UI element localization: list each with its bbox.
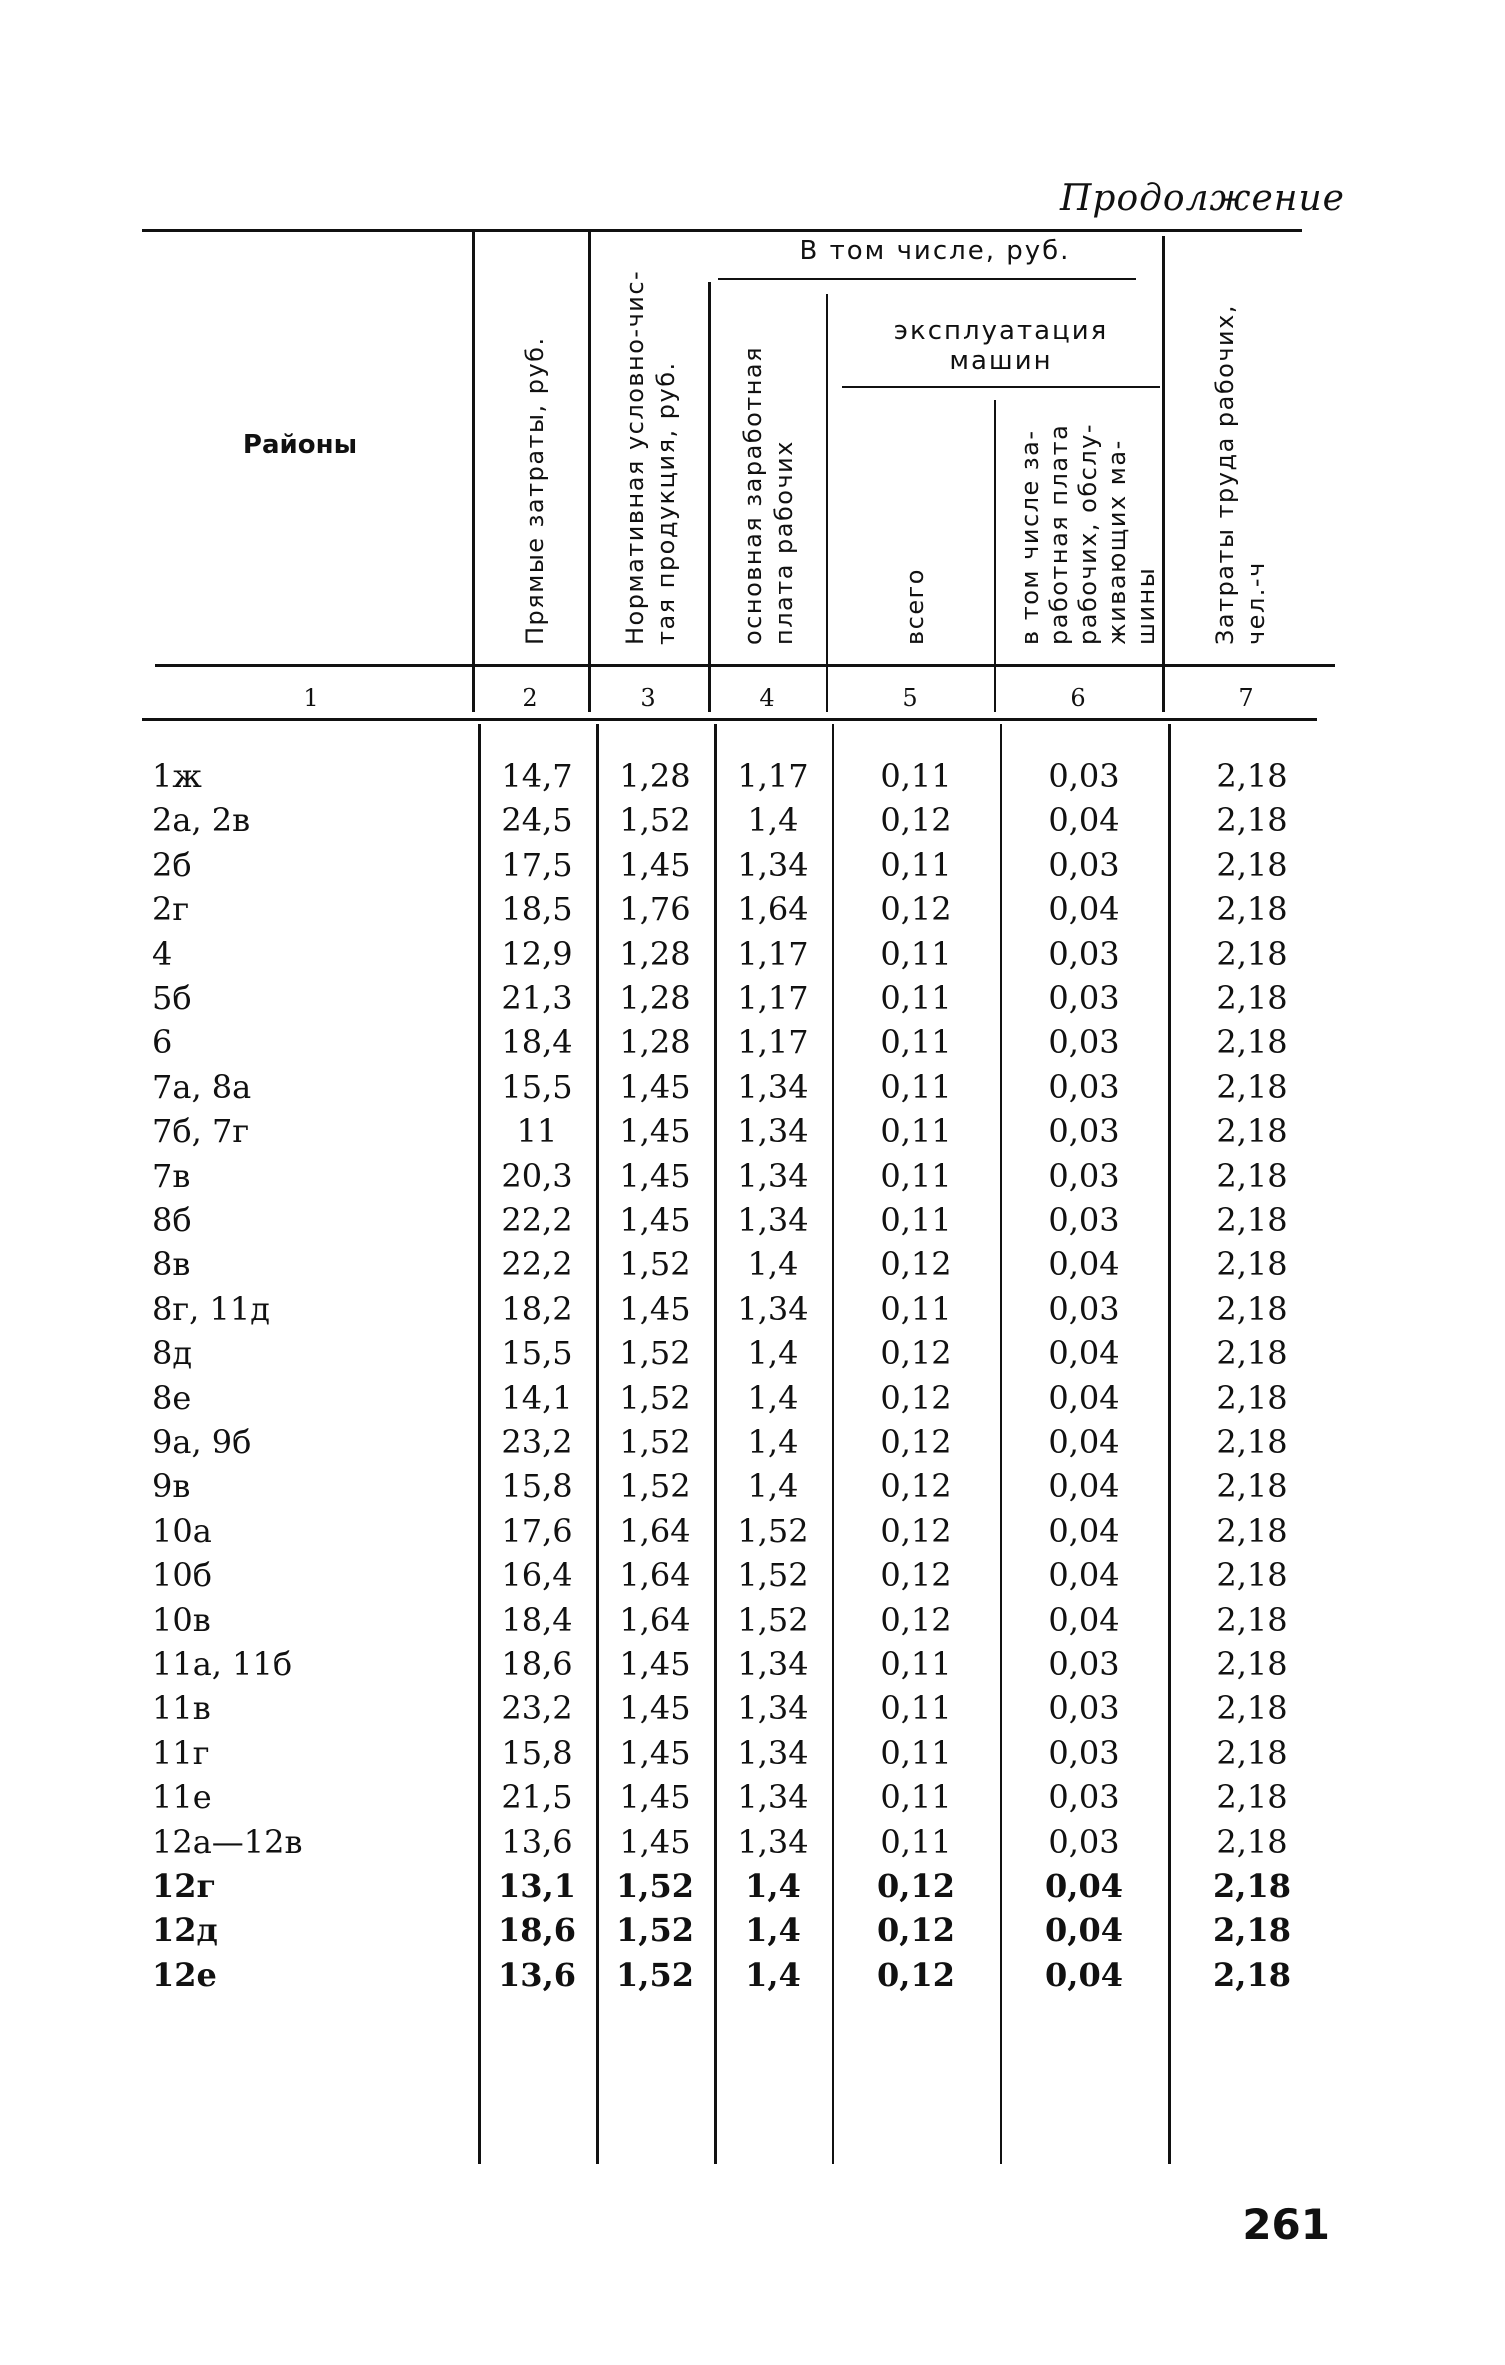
normative-product-cell: 1,45: [619, 845, 691, 884]
header-machine-operation: эксплуатация машин: [893, 316, 1109, 376]
labor-costs-cell: 2,18: [1216, 1156, 1288, 1195]
machines-total-cell: 0,12: [880, 801, 952, 840]
base-wage-cell: 1,34: [737, 1289, 809, 1328]
direct-costs-cell: 18,4: [501, 1023, 573, 1062]
table-row: [0, 1376, 1505, 1420]
region-cell: 10а: [152, 1511, 212, 1550]
direct-costs-cell: 13,6: [501, 1822, 573, 1861]
base-wage-cell: 1,64: [737, 890, 809, 929]
col-divider-3: [708, 282, 711, 712]
column-number-1: 1: [303, 684, 319, 712]
direct-costs-cell: 16,4: [501, 1556, 573, 1595]
region-cell: 9а, 9б: [152, 1423, 252, 1461]
normative-product-cell: 1,45: [619, 1112, 691, 1151]
labor-costs-cell: 2,18: [1216, 1201, 1288, 1239]
base-wage-cell: 1,4: [747, 801, 799, 840]
continuation-label: Продолжение: [1060, 178, 1345, 219]
machines-wage-cell: 0,04: [1048, 1511, 1120, 1550]
machines-wage-cell: 0,03: [1048, 1778, 1120, 1817]
table-row: [0, 1953, 1505, 1997]
machines-wage-cell: 0,04: [1045, 1955, 1123, 1994]
machines-wage-cell: 0,04: [1045, 1911, 1123, 1950]
region-cell: 11а, 11б: [152, 1645, 293, 1683]
machines-wage-cell: 0,03: [1048, 1645, 1120, 1683]
header-including-rub: В том числе, руб.: [799, 236, 1071, 266]
normative-product-cell: 1,45: [619, 1689, 691, 1728]
labor-costs-cell: 2,18: [1216, 1067, 1288, 1106]
base-wage-cell: 1,17: [737, 757, 809, 795]
table-row: [0, 1553, 1505, 1597]
header-incl-wage-machines: в том числе за- работная плата рабочих, обслу- живающих ма- шины: [1016, 422, 1160, 645]
direct-costs-cell: 14,7: [501, 757, 573, 795]
machines-wage-cell: 0,03: [1048, 1112, 1120, 1151]
normative-product-cell: 1,28: [619, 979, 691, 1017]
table-row: [0, 1775, 1505, 1819]
col-divider-6: [1162, 236, 1165, 712]
direct-costs-cell: 15,8: [501, 1733, 573, 1772]
header-rule-including: [718, 278, 1136, 280]
direct-costs-cell: 22,2: [501, 1245, 573, 1284]
header-bottom-rule: [155, 664, 1335, 667]
labor-costs-cell: 2,18: [1216, 1023, 1288, 1062]
base-wage-cell: 1,34: [737, 1067, 809, 1106]
direct-costs-cell: 15,5: [501, 1334, 573, 1373]
normative-product-cell: 1,64: [619, 1556, 691, 1595]
region-cell: 2б: [152, 845, 192, 884]
normative-product-cell: 1,45: [619, 1645, 691, 1683]
machines-wage-cell: 0,03: [1048, 1689, 1120, 1728]
machines-total-cell: 0,12: [880, 890, 952, 929]
table-row: [0, 1331, 1505, 1375]
labor-costs-cell: 2,18: [1216, 1778, 1288, 1817]
direct-costs-cell: 20,3: [501, 1156, 573, 1195]
table-row: [0, 1420, 1505, 1464]
machines-total-cell: 0,11: [880, 1112, 952, 1151]
column-numbers-rule: [142, 718, 1317, 721]
column-number-5: 5: [902, 684, 918, 712]
base-wage-cell: 1,52: [737, 1556, 809, 1595]
region-cell: 4: [152, 934, 173, 973]
direct-costs-cell: 17,6: [501, 1511, 573, 1550]
normative-product-cell: 1,52: [616, 1867, 694, 1905]
normative-product-cell: 1,45: [619, 1201, 691, 1239]
labor-costs-cell: 2,18: [1213, 1955, 1291, 1994]
base-wage-cell: 1,34: [737, 1733, 809, 1772]
column-number-4: 4: [759, 684, 775, 712]
direct-costs-cell: 15,8: [501, 1467, 573, 1506]
machines-total-cell: 0,12: [880, 1378, 952, 1417]
base-wage-cell: 1,34: [737, 1201, 809, 1239]
normative-product-cell: 1,52: [616, 1911, 694, 1950]
machines-wage-cell: 0,03: [1048, 1289, 1120, 1328]
labor-costs-cell: 2,18: [1216, 801, 1288, 840]
machines-total-cell: 0,11: [880, 1156, 952, 1195]
header-machines-total: всего: [901, 568, 929, 645]
region-cell: 8д: [152, 1334, 193, 1373]
region-cell: 7а, 8а: [152, 1067, 252, 1106]
base-wage-cell: 1,4: [747, 1378, 799, 1417]
machines-wage-cell: 0,03: [1048, 1023, 1120, 1062]
direct-costs-cell: 23,2: [501, 1689, 573, 1728]
labor-costs-cell: 2,18: [1216, 1822, 1288, 1861]
normative-product-cell: 1,52: [619, 1423, 691, 1461]
base-wage-cell: 1,4: [747, 1467, 799, 1506]
direct-costs-cell: 13,1: [498, 1867, 576, 1905]
labor-costs-cell: 2,18: [1213, 1867, 1291, 1905]
region-cell: 2г: [152, 890, 190, 929]
machines-total-cell: 0,12: [877, 1911, 955, 1950]
table-row: [0, 1242, 1505, 1286]
table-row: [0, 1287, 1505, 1331]
base-wage-cell: 1,4: [745, 1955, 801, 1994]
normative-product-cell: 1,28: [619, 757, 691, 795]
region-cell: 11е: [152, 1778, 212, 1817]
labor-costs-cell: 2,18: [1216, 845, 1288, 884]
base-wage-cell: 1,34: [737, 1689, 809, 1728]
base-wage-cell: 1,52: [737, 1600, 809, 1639]
labor-costs-cell: 2,18: [1216, 979, 1288, 1017]
table-row: [0, 1464, 1505, 1508]
col-divider-1: [472, 232, 475, 712]
labor-costs-cell: 2,18: [1216, 1600, 1288, 1639]
page-number: 261: [1242, 2200, 1330, 2249]
table-row: [0, 1598, 1505, 1642]
machines-total-cell: 0,11: [880, 1023, 952, 1062]
table-row: [0, 1109, 1505, 1153]
labor-costs-cell: 2,18: [1216, 1378, 1288, 1417]
machines-total-cell: 0,11: [880, 1822, 952, 1861]
machines-total-cell: 0,11: [880, 845, 952, 884]
base-wage-cell: 1,34: [737, 1645, 809, 1683]
machines-wage-cell: 0,03: [1048, 979, 1120, 1017]
region-cell: 7б, 7г: [152, 1112, 250, 1151]
machines-total-cell: 0,11: [880, 757, 952, 795]
normative-product-cell: 1,52: [619, 1467, 691, 1506]
base-wage-cell: 1,4: [747, 1334, 799, 1373]
direct-costs-cell: 22,2: [501, 1201, 573, 1239]
region-cell: 12д: [152, 1911, 218, 1950]
base-wage-cell: 1,34: [737, 845, 809, 884]
labor-costs-cell: 2,18: [1213, 1911, 1291, 1950]
region-cell: 8б: [152, 1201, 192, 1239]
normative-product-cell: 1,28: [619, 934, 691, 973]
table-row: [0, 932, 1505, 976]
machines-total-cell: 0,12: [880, 1600, 952, 1639]
normative-product-cell: 1,45: [619, 1067, 691, 1106]
table-row: [0, 1154, 1505, 1198]
machines-wage-cell: 0,04: [1048, 1423, 1120, 1461]
base-wage-cell: 1,17: [737, 1023, 809, 1062]
machines-total-cell: 0,12: [877, 1955, 955, 1994]
direct-costs-cell: 17,5: [501, 845, 573, 884]
machines-wage-cell: 0,03: [1048, 1067, 1120, 1106]
direct-costs-cell: 14,1: [501, 1378, 573, 1417]
region-cell: 1ж: [152, 757, 202, 795]
normative-product-cell: 1,45: [619, 1156, 691, 1195]
col-divider-2: [588, 232, 591, 712]
machines-wage-cell: 0,04: [1045, 1867, 1123, 1905]
normative-product-cell: 1,52: [619, 1245, 691, 1284]
table-top-rule: [142, 229, 1302, 232]
labor-costs-cell: 2,18: [1216, 1556, 1288, 1595]
machines-total-cell: 0,12: [880, 1467, 952, 1506]
direct-costs-cell: 11: [516, 1112, 558, 1151]
machines-wage-cell: 0,03: [1048, 1201, 1120, 1239]
machines-total-cell: 0,12: [880, 1423, 952, 1461]
header-normative-product: Нормативная условно-чис- тая продукция, руб.: [621, 269, 680, 645]
table-row: [0, 798, 1505, 842]
machines-total-cell: 0,11: [880, 979, 952, 1017]
machines-wage-cell: 0,04: [1048, 890, 1120, 929]
machines-wage-cell: 0,04: [1048, 801, 1120, 840]
region-cell: 12е: [152, 1955, 217, 1994]
direct-costs-cell: 24,5: [501, 801, 573, 840]
table-row: [0, 1864, 1505, 1908]
header-rule-machines: [842, 386, 1160, 388]
machines-total-cell: 0,11: [880, 934, 952, 973]
direct-costs-cell: 21,3: [501, 979, 573, 1017]
labor-costs-cell: 2,18: [1216, 1289, 1288, 1328]
column-number-3: 3: [640, 684, 656, 712]
machines-total-cell: 0,11: [880, 1289, 952, 1328]
machines-wage-cell: 0,04: [1048, 1556, 1120, 1595]
base-wage-cell: 1,4: [745, 1867, 801, 1905]
labor-costs-cell: 2,18: [1216, 1511, 1288, 1550]
table-row: [0, 1731, 1505, 1775]
machines-wage-cell: 0,03: [1048, 1733, 1120, 1772]
region-cell: 12г: [152, 1867, 217, 1905]
labor-costs-cell: 2,18: [1216, 1467, 1288, 1506]
region-cell: 12а—12в: [152, 1822, 303, 1861]
column-number-7: 7: [1238, 684, 1254, 712]
labor-costs-cell: 2,18: [1216, 1645, 1288, 1683]
normative-product-cell: 1,52: [619, 1378, 691, 1417]
normative-product-cell: 1,52: [616, 1955, 694, 1994]
labor-costs-cell: 2,18: [1216, 1689, 1288, 1728]
region-cell: 10б: [152, 1556, 212, 1595]
direct-costs-cell: 13,6: [498, 1955, 576, 1994]
machines-wage-cell: 0,03: [1048, 1822, 1120, 1861]
machines-total-cell: 0,12: [880, 1556, 952, 1595]
direct-costs-cell: 21,5: [501, 1778, 573, 1817]
region-cell: 10в: [152, 1600, 211, 1639]
region-cell: 6: [152, 1023, 173, 1062]
machines-total-cell: 0,12: [880, 1511, 952, 1550]
machines-total-cell: 0,12: [877, 1867, 955, 1905]
machines-total-cell: 0,11: [880, 1733, 952, 1772]
region-cell: 7в: [152, 1156, 191, 1195]
direct-costs-cell: 23,2: [501, 1423, 573, 1461]
normative-product-cell: 1,45: [619, 1778, 691, 1817]
direct-costs-cell: 18,6: [498, 1911, 576, 1950]
table-row: [0, 843, 1505, 887]
labor-costs-cell: 2,18: [1216, 1112, 1288, 1151]
table-row: [0, 887, 1505, 931]
direct-costs-cell: 15,5: [501, 1067, 573, 1106]
labor-costs-cell: 2,18: [1216, 934, 1288, 973]
region-cell: 8г, 11д: [152, 1289, 270, 1328]
column-number-6: 6: [1070, 684, 1086, 712]
table-row: [0, 1820, 1505, 1864]
normative-product-cell: 1,64: [619, 1600, 691, 1639]
base-wage-cell: 1,34: [737, 1112, 809, 1151]
machines-total-cell: 0,11: [880, 1689, 952, 1728]
machines-wage-cell: 0,04: [1048, 1600, 1120, 1639]
base-wage-cell: 1,34: [737, 1778, 809, 1817]
normative-product-cell: 1,45: [619, 1289, 691, 1328]
table-row: [0, 754, 1505, 798]
normative-product-cell: 1,52: [619, 801, 691, 840]
machines-total-cell: 0,12: [880, 1334, 952, 1373]
direct-costs-cell: 18,2: [501, 1289, 573, 1328]
header-regions: Районы: [242, 430, 358, 460]
labor-costs-cell: 2,18: [1216, 1733, 1288, 1772]
labor-costs-cell: 2,18: [1216, 1334, 1288, 1373]
table-row: [0, 1198, 1505, 1242]
labor-costs-cell: 2,18: [1216, 1423, 1288, 1461]
region-cell: 11в: [152, 1689, 211, 1728]
normative-product-cell: 1,76: [619, 890, 691, 929]
region-cell: 2а, 2в: [152, 801, 251, 840]
table-row: [0, 1065, 1505, 1109]
machines-wage-cell: 0,03: [1048, 1156, 1120, 1195]
machines-total-cell: 0,12: [880, 1245, 952, 1284]
header-direct-costs: Прямые затраты, руб.: [521, 336, 549, 645]
direct-costs-cell: 18,4: [501, 1600, 573, 1639]
base-wage-cell: 1,17: [737, 979, 809, 1017]
table-row: [0, 1908, 1505, 1952]
machines-wage-cell: 0,03: [1048, 845, 1120, 884]
labor-costs-cell: 2,18: [1216, 757, 1288, 795]
table-row: [0, 976, 1505, 1020]
header-labor-costs: Затраты труда рабочих, чел.-ч: [1211, 304, 1270, 645]
direct-costs-cell: 12,9: [501, 934, 573, 973]
base-wage-cell: 1,4: [747, 1245, 799, 1284]
machines-wage-cell: 0,04: [1048, 1467, 1120, 1506]
normative-product-cell: 1,52: [619, 1334, 691, 1373]
region-cell: 9в: [152, 1467, 191, 1506]
table-row: [0, 1642, 1505, 1686]
labor-costs-cell: 2,18: [1216, 890, 1288, 929]
normative-product-cell: 1,64: [619, 1511, 691, 1550]
machines-wage-cell: 0,04: [1048, 1334, 1120, 1373]
machines-wage-cell: 0,03: [1048, 934, 1120, 973]
base-wage-cell: 1,34: [737, 1156, 809, 1195]
region-cell: 8в: [152, 1245, 191, 1284]
direct-costs-cell: 18,5: [501, 890, 573, 929]
machines-wage-cell: 0,04: [1048, 1378, 1120, 1417]
table-row: [0, 1686, 1505, 1730]
table-row: [0, 1020, 1505, 1064]
labor-costs-cell: 2,18: [1216, 1245, 1288, 1284]
normative-product-cell: 1,45: [619, 1733, 691, 1772]
table-row: [0, 1509, 1505, 1553]
normative-product-cell: 1,45: [619, 1822, 691, 1861]
machines-total-cell: 0,11: [880, 1067, 952, 1106]
header-base-wage: основная заработная плата рабочих: [739, 345, 798, 645]
col-divider-5: [994, 400, 996, 712]
machines-total-cell: 0,11: [880, 1201, 952, 1239]
col-divider-4: [826, 294, 828, 712]
region-cell: 5б: [152, 979, 192, 1017]
base-wage-cell: 1,34: [737, 1822, 809, 1861]
base-wage-cell: 1,4: [745, 1911, 801, 1950]
machines-wage-cell: 0,04: [1048, 1245, 1120, 1284]
normative-product-cell: 1,28: [619, 1023, 691, 1062]
base-wage-cell: 1,4: [747, 1423, 799, 1461]
region-cell: 11г: [152, 1733, 210, 1772]
base-wage-cell: 1,17: [737, 934, 809, 973]
machines-wage-cell: 0,03: [1048, 757, 1120, 795]
machines-total-cell: 0,11: [880, 1645, 952, 1683]
machines-total-cell: 0,11: [880, 1778, 952, 1817]
region-cell: 8е: [152, 1378, 192, 1417]
column-number-2: 2: [522, 684, 538, 712]
base-wage-cell: 1,52: [737, 1511, 809, 1550]
direct-costs-cell: 18,6: [501, 1645, 573, 1683]
